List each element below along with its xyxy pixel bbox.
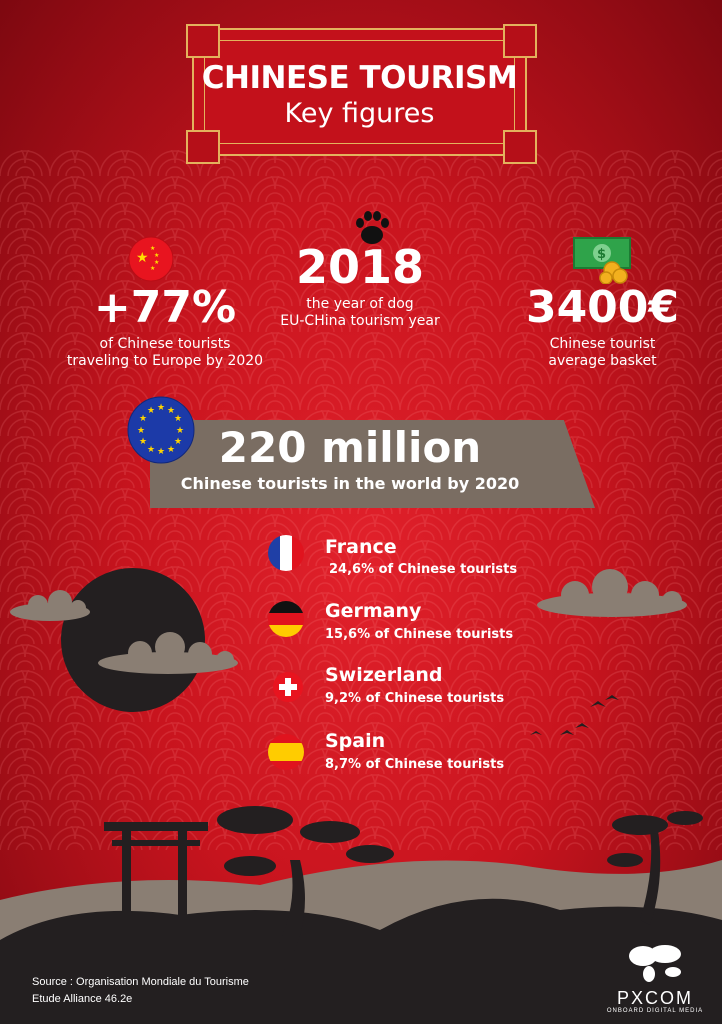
stat-caption-line: of Chinese tourists [99,336,231,352]
svg-text:★: ★ [167,445,176,455]
svg-text:★: ★ [174,414,183,424]
svg-text:★: ★ [174,437,183,447]
spain-flag-icon [268,734,304,770]
country-name: Germany [325,600,422,622]
birds-icon [530,695,619,735]
page-title: CHINESE TOURISM [201,60,518,96]
svg-text:★: ★ [137,426,146,436]
china-flag-icon [128,236,174,282]
svg-text:★: ★ [154,259,160,266]
stat-value: +77% [93,282,237,333]
svg-text:★: ★ [147,445,156,455]
stat-caption [40,336,290,370]
svg-text:★: ★ [154,252,160,259]
stat-caption-line: EU-CHina tourism year [280,313,440,329]
source-note [32,974,249,1008]
title-corner-ornament [186,24,220,58]
page-subtitle: Key figures [284,98,435,129]
stat-caption-line: average basket [548,353,657,369]
source-line: Etude Alliance 46.2e [32,993,133,1005]
country-name: Spain [325,730,386,752]
world-map-logo-icon [625,940,685,984]
svg-text:$: $ [597,247,607,262]
switzerland-flag-icon [273,672,303,702]
country-share: 24,6% of Chinese tourists [329,562,518,577]
brand-tagline: ONBOARD DIGITAL MEDIA [606,1008,704,1014]
moon-clouds-scene [0,555,722,735]
svg-text:★: ★ [147,406,156,416]
country-share: 8,7% of Chinese tourists [325,757,505,772]
money-icon [572,236,634,284]
stat-value: 2018 [295,240,425,294]
stat-caption-line: Chinese tourist [549,336,656,352]
stat-caption [255,296,465,330]
title-corner-ornament [503,24,537,58]
banner-caption: Chinese tourists in the world by 2020 [180,474,520,493]
title-corner-ornament [503,130,537,164]
stat-caption-line: traveling to Europe by 2020 [66,353,264,369]
germany-flag-icon [268,601,304,637]
svg-text:★: ★ [167,406,176,416]
title-box [192,28,527,156]
title-corner-ornament [186,130,220,164]
country-share: 15,6% of Chinese tourists [325,627,514,642]
france-flag-icon [268,535,304,571]
svg-text:★: ★ [150,245,156,252]
svg-text:★: ★ [139,414,148,424]
svg-text:★: ★ [150,265,156,272]
cloud-icon [537,569,687,617]
country-name: France [325,536,397,558]
stat-value: 3400€ [525,282,680,333]
stat-caption [500,336,705,370]
brand-logo: PXCOM [616,988,693,1008]
svg-text:★: ★ [157,447,166,457]
banner-value: 220 million [218,423,482,472]
country-share: 9,2% of Chinese tourists [325,691,505,706]
svg-text:★: ★ [176,426,185,436]
country-name: Swizerland [325,664,443,686]
svg-text:★: ★ [157,403,166,413]
svg-text:★: ★ [139,437,148,447]
moon-icon [61,568,205,712]
stat-caption-line: the year of dog [306,296,414,312]
svg-text:★: ★ [136,250,149,266]
source-line: Source : Organisation Mondiale du Tourisme [32,976,249,988]
